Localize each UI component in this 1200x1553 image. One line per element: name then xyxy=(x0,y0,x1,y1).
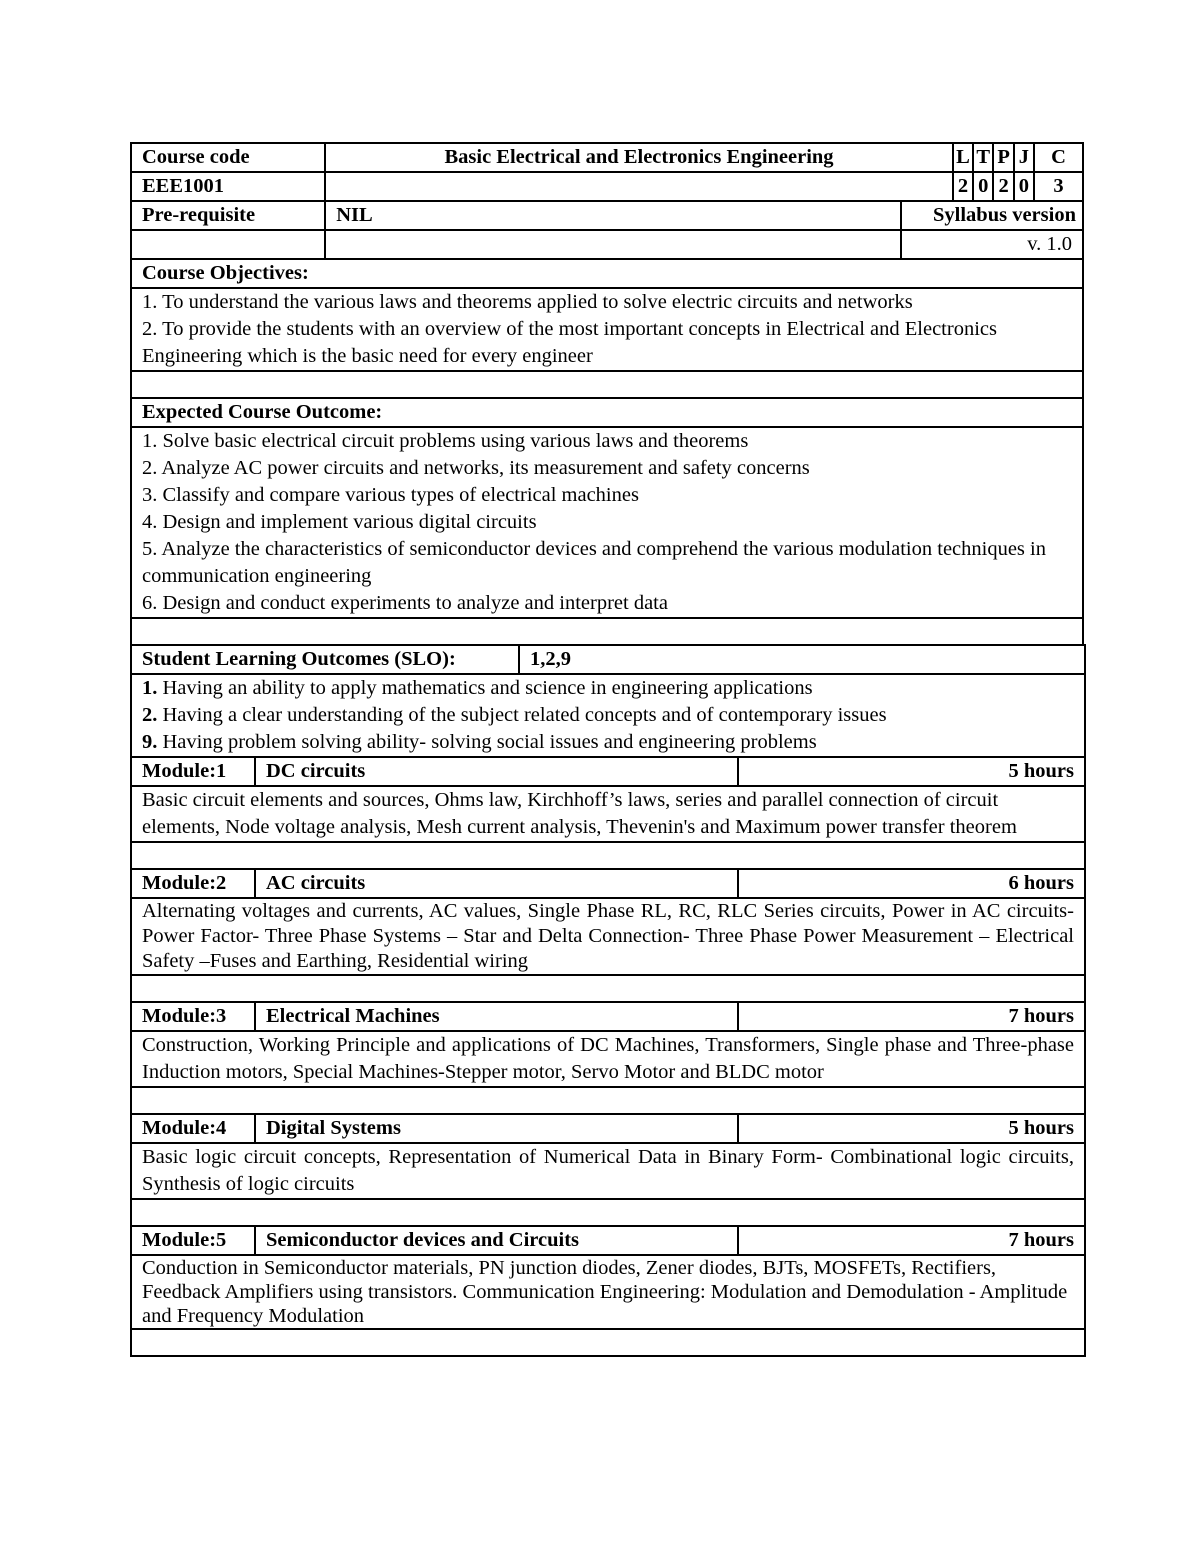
module-label: Module:2 xyxy=(131,869,255,898)
objective-item: 2. To provide the students with an overview of the most important concepts in Electrical and Electronics Engineering which is the basic need for every engineer xyxy=(142,318,997,367)
module-header-row xyxy=(131,1226,1085,1255)
slo-item: 9. Having problem solving ability- solving social issues and engineering problems xyxy=(142,731,817,753)
module-hours: 6 hours xyxy=(738,869,1085,898)
module-label: Module:5 xyxy=(131,1226,255,1255)
blank-row xyxy=(131,1329,1085,1356)
slo-table xyxy=(130,644,1086,758)
slo-list xyxy=(131,674,1085,757)
module-title: Digital Systems xyxy=(255,1114,738,1143)
modules-table xyxy=(130,756,1086,1357)
blank-row xyxy=(131,975,1085,1002)
ltpjc-label-c: C xyxy=(1034,143,1083,172)
blank-row xyxy=(131,618,1083,645)
module-title: DC circuits xyxy=(255,757,738,786)
ltpjc-value-l: 2 xyxy=(953,172,973,201)
module-title: Semiconductor devices and Circuits xyxy=(255,1226,738,1255)
prerequisite-label: Pre-requisite xyxy=(131,201,325,230)
course-code: EEE1001 xyxy=(131,172,325,201)
blank-cell-mid xyxy=(325,230,901,259)
blank-row xyxy=(131,371,1083,398)
prerequisite-value: NIL xyxy=(325,201,901,230)
blank-row xyxy=(131,1199,1085,1226)
outcome-item: 4. Design and implement various digital circuits xyxy=(142,511,537,533)
slo-item: 2. Having a clear understanding of the subject related concepts and of contemporary issues xyxy=(142,704,887,726)
outcome-item: 1. Solve basic electrical circuit problems using various laws and theorems xyxy=(142,430,749,452)
ltpjc-label-t: T xyxy=(973,143,993,172)
syllabus-version-value: v. 1.0 xyxy=(901,230,1083,259)
module-content: Basic logic circuit concepts, Representation of Numerical Data in Binary Form- Combinational logic circuits, Synthesis of logic circuits xyxy=(131,1143,1085,1199)
module-title: AC circuits xyxy=(255,869,738,898)
course-title: Basic Electrical and Electronics Engineering xyxy=(325,143,953,172)
ltpjc-value-c: 3 xyxy=(1034,172,1083,201)
blank-row xyxy=(131,842,1085,869)
slo-item: 1. Having an ability to apply mathematics and science in engineering applications xyxy=(142,677,813,699)
ltpjc-label-p: P xyxy=(993,143,1013,172)
module-content: Construction, Working Principle and applications of DC Machines, Transformers, Single phase and Three-phase Induction motors, Special Machines-Stepper motor, Servo Motor and BLDC motor xyxy=(131,1031,1085,1087)
ltpjc-value-t: 0 xyxy=(973,172,993,201)
module-header-row xyxy=(131,1114,1085,1143)
objectives-list xyxy=(131,288,1083,371)
outcome-item: 6. Design and conduct experiments to analyze and interpret data xyxy=(142,592,668,614)
module-header-row xyxy=(131,757,1085,786)
syllabus-sheet xyxy=(130,142,1084,1357)
ltpjc-value-p: 2 xyxy=(993,172,1013,201)
ltpjc-label-j: J xyxy=(1014,143,1034,172)
course-header-table xyxy=(130,142,1084,260)
module-title: Electrical Machines xyxy=(255,1002,738,1031)
module-label: Module:4 xyxy=(131,1114,255,1143)
course-code-blank xyxy=(325,172,953,201)
outcomes-title: Expected Course Outcome: xyxy=(131,398,1083,427)
ltpjc-label-l: L xyxy=(953,143,973,172)
module-content: Basic circuit elements and sources, Ohms law, Kirchhoff’s laws, series and parallel connection of circuit elements, Node voltage analysis, Mesh current analysis, Thevenin's and Maximum power transfer theorem xyxy=(131,786,1085,842)
outcome-item: 2. Analyze AC power circuits and networks, its measurement and safety concerns xyxy=(142,457,810,479)
course-code-label: Course code xyxy=(131,143,325,172)
slo-value: 1,2,9 xyxy=(519,645,1085,674)
module-content: Conduction in Semiconductor materials, PN junction diodes, Zener diodes, BJTs, MOSFETs, Rectifiers, Feedback Amplifiers using transistors. Communication Engineering: Modulation and Demodulation - Amplitude and Frequency Modulation xyxy=(131,1255,1085,1329)
outcome-item: 3. Classify and compare various types of electrical machines xyxy=(142,484,639,506)
slo-title: Student Learning Outcomes (SLO): xyxy=(131,645,519,674)
objectives-title: Course Objectives: xyxy=(131,259,1083,288)
module-label: Module:1 xyxy=(131,757,255,786)
module-header-row xyxy=(131,1002,1085,1031)
outcomes-list xyxy=(131,427,1083,618)
module-content: Alternating voltages and currents, AC values, Single Phase RL, RC, RLC Series circuits, Power in AC circuits-Power Factor- Three Phase Systems – Star and Delta Connection- Three Phase Power Measurement – Electrical Safety –Fuses and Earthing, Residential wiring xyxy=(131,898,1085,975)
syllabus-version-label: Syllabus version xyxy=(901,201,1083,230)
objectives-outcomes-table xyxy=(130,258,1084,646)
outcome-item: 5. Analyze the characteristics of semiconductor devices and comprehend the various modulation techniques in communication engineering xyxy=(142,538,1046,587)
module-label: Module:3 xyxy=(131,1002,255,1031)
objective-item: 1. To understand the various laws and theorems applied to solve electric circuits and networks xyxy=(142,291,913,313)
blank-cell-left xyxy=(131,230,325,259)
module-hours: 5 hours xyxy=(738,757,1085,786)
blank-row xyxy=(131,1087,1085,1114)
module-header-row xyxy=(131,869,1085,898)
module-hours: 5 hours xyxy=(738,1114,1085,1143)
module-hours: 7 hours xyxy=(738,1002,1085,1031)
module-hours: 7 hours xyxy=(738,1226,1085,1255)
ltpjc-value-j: 0 xyxy=(1014,172,1034,201)
